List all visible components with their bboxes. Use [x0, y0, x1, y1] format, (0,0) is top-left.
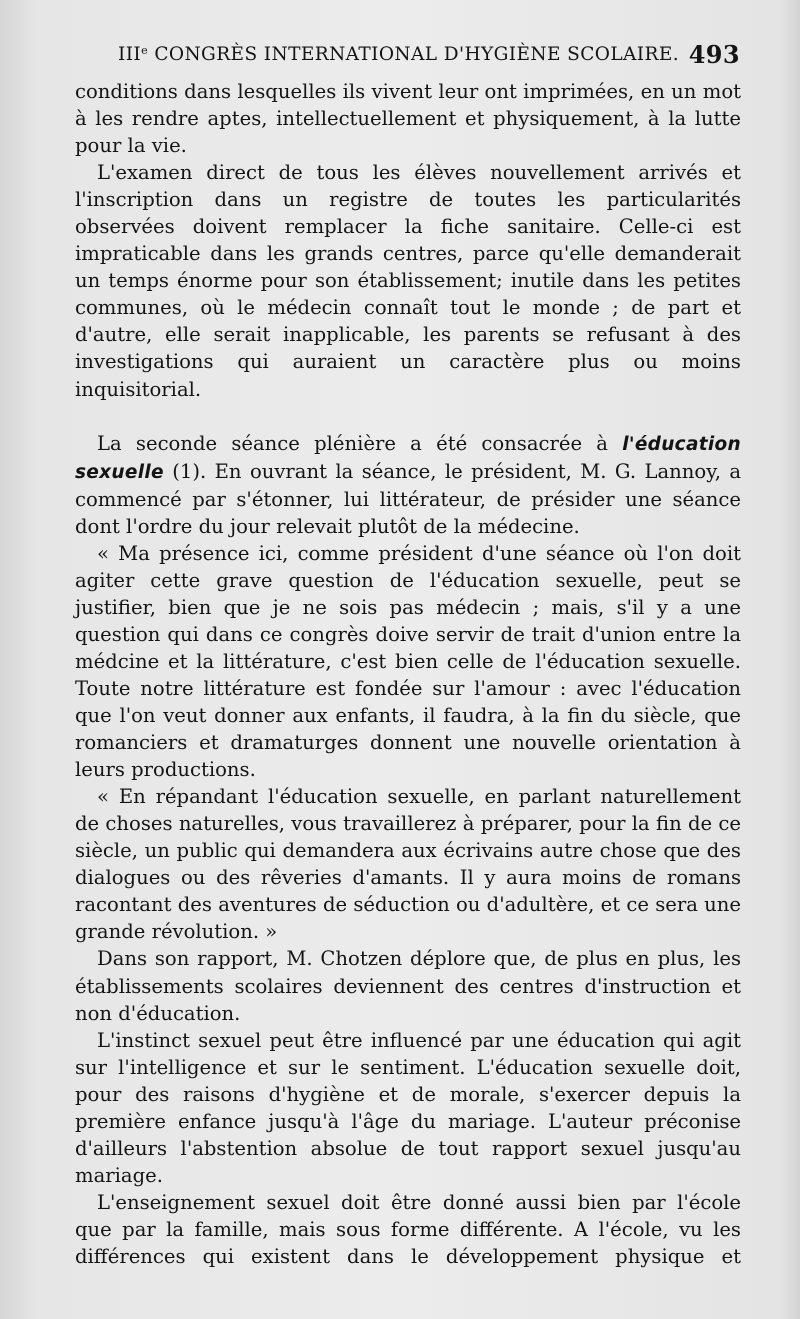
paragraph: « En répandant l'éducation sexuelle, en parlant naturellement de choses naturelles, vous travaillerez à préparer, pour la fin de ce siècle, un public qui demandera aux écrivains autre chose que des dialogues ou des rêveries d'amants. Il y aura moins de romans racontant des aventures de séduction ou d'adultère, et ce sera une grande révolution. » [75, 785, 741, 944]
running-header [118, 40, 740, 70]
paragraph: L'instinct sexuel peut être influencé par une éducation qui agit sur l'intelligence et sur le sentiment. L'éducation sexuelle doit, pour des raisons d'hygiène et de morale, s'exercer depuis la première enfance jusqu'à l'âge du mariage. L'auteur préconise d'ailleurs l'abstention absolue de tout rapport sexuel jusqu'au mariage. [75, 1028, 741, 1187]
emphasis-education-sexuelle: l'éducation sexuelle [75, 433, 741, 483]
paragraph: L'examen direct de tous les élèves nouvellement arrivés et l'inscription dans un registre de toutes les particularités observées doivent remplacer la fiche sanitaire. Celle-ci est impraticable dans les grands centres, parce qu'elle demanderait un temps énorme pour son établissement; inutile dans les petites communes, où le médecin connaît tout le monde ; de part et d'autre, elle serait inapplicable, les parents se refusant à des investigations qui auraient un caractère plus ou moins inquisitorial. [75, 161, 741, 401]
paragraph: conditions dans lesquelles ils vivent leur ont imprimées, en un mot à les rendre aptes, intellectuellement et physiquement, à la lutte pour la vie. [75, 80, 741, 158]
body-text [75, 78, 741, 1270]
paragraph: Dans son rapport, M. Chotzen déplore que, de plus en plus, les établissements scolaires deviennent des centres d'instruction et non d'éducation. [75, 947, 741, 1025]
paragraph: La seconde séance plénière a été consacrée à l'éducation sexuelle (1). En ouvrant la séance, le président, M. G. Lannoy, a commencé par s'étonner, lui littérateur, de présider une séance dont l'ordre du jour relevait plutôt de la médecine. [75, 431, 741, 538]
paragraph: « Ma présence ici, comme président d'une séance où l'on doit agiter cette grave question de l'éducation sexuelle, peut se justifier, bien que je ne sois pas médecin ; mais, s'il y a une question qui dans ce congrès doive servir de trait d'union entre la médcine et la littérature, c'est bien celle de l'éducation sexuelle. Toute notre littérature est fondée sur l'amour : avec l'éducation que l'on veut donner aux enfants, il faudra, à la fin du siècle, que romanciers et dramaturges donnent une nouvelle orientation à leurs productions. [75, 541, 741, 782]
page-number: 493 [688, 40, 740, 69]
paragraph: L'enseignement sexuel doit être donné aussi bien par l'école que par la famille, mais sous forme différente. A l'école, vu les différences qui existent dans le développement physique et [75, 1190, 741, 1268]
running-title: IIIe CONGRÈS INTERNATIONAL D'HYGIÈNE SCOLAIRE. [118, 44, 680, 65]
